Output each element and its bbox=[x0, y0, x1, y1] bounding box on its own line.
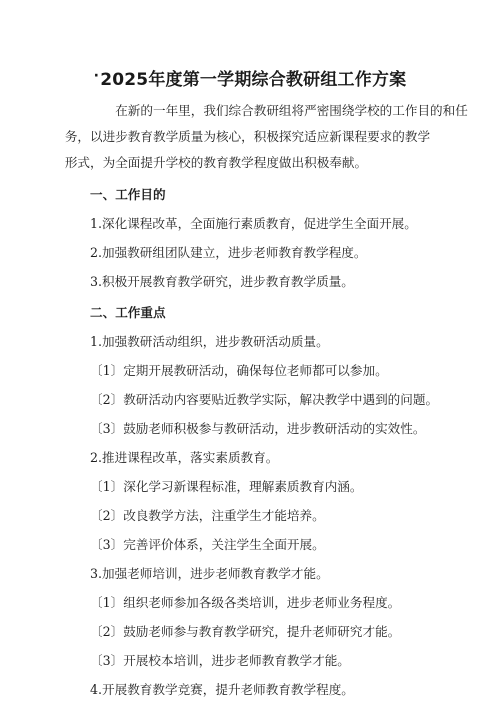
intro-line: 在新的一年里，我们综合教研组将严密围绕学校的工作目的和任 bbox=[115, 103, 468, 118]
focus-subitem: 〔1〕深化学习新课程标准，理解素质教育内涵。 bbox=[90, 479, 363, 494]
focus-subitem: 〔3〕完善评价体系，关注学生全面开展。 bbox=[90, 537, 325, 552]
focus-subitem: 〔1〕组织老师参加各级各类培训，进步老师业务程度。 bbox=[90, 595, 401, 610]
intro-line: 务，以进步教育教学质量为核心，积极探究适应新课程要求的教学 bbox=[64, 129, 431, 144]
document-body bbox=[64, 98, 468, 703]
focus-subitem: 〔2〕鼓励老师参与教育教学研究，提升老师研究才能。 bbox=[90, 624, 401, 639]
title-mark: · bbox=[93, 68, 100, 84]
section-heading-focus: 二、工作重点 bbox=[90, 305, 166, 320]
intro-line: 形式，为全面提升学校的教育教学程度做出积极奉献。 bbox=[64, 155, 368, 170]
document-title bbox=[0, 68, 500, 92]
goal-item: 2.加强教研组团队建立，进步老师教育教学程度。 bbox=[90, 245, 367, 260]
focus-item: 4.开展教育教学竞赛，提升老师教育教学程度。 bbox=[90, 682, 354, 697]
focus-item: 1.加强教研活动组织，进步教研活动质量。 bbox=[90, 334, 329, 349]
focus-subitem: 〔3〕鼓励老师积极参与教研活动，进步教研活动的实效性。 bbox=[90, 421, 426, 436]
focus-subitem: 〔1〕定期开展教研活动，确保每位老师都可以参加。 bbox=[90, 363, 388, 378]
focus-item: 2.推进课程改革，落实素质教育。 bbox=[90, 450, 279, 465]
intro-paragraph bbox=[64, 98, 468, 176]
focus-item: 3.加强老师培训，进步老师教育教学才能。 bbox=[90, 566, 329, 581]
title-text: 2025年度第一学期综合教研组工作方案 bbox=[100, 70, 407, 90]
section-heading-goals: 一、工作目的 bbox=[90, 187, 166, 202]
goal-item: 1.深化课程改革，全面施行素质教育，促进学生全面开展。 bbox=[90, 216, 417, 231]
goal-item: 3.积极开展教育教学研究，进步教育教学质量。 bbox=[90, 274, 354, 289]
focus-subitem: 〔2〕改良教学方法，注重学生才能培养。 bbox=[90, 508, 325, 523]
focus-subitem: 〔3〕开展校本培训，进步老师教育教学才能。 bbox=[90, 653, 350, 668]
focus-subitem: 〔2〕教研活动内容要贴近教学实际，解决教学中遇到的问题。 bbox=[90, 392, 439, 407]
